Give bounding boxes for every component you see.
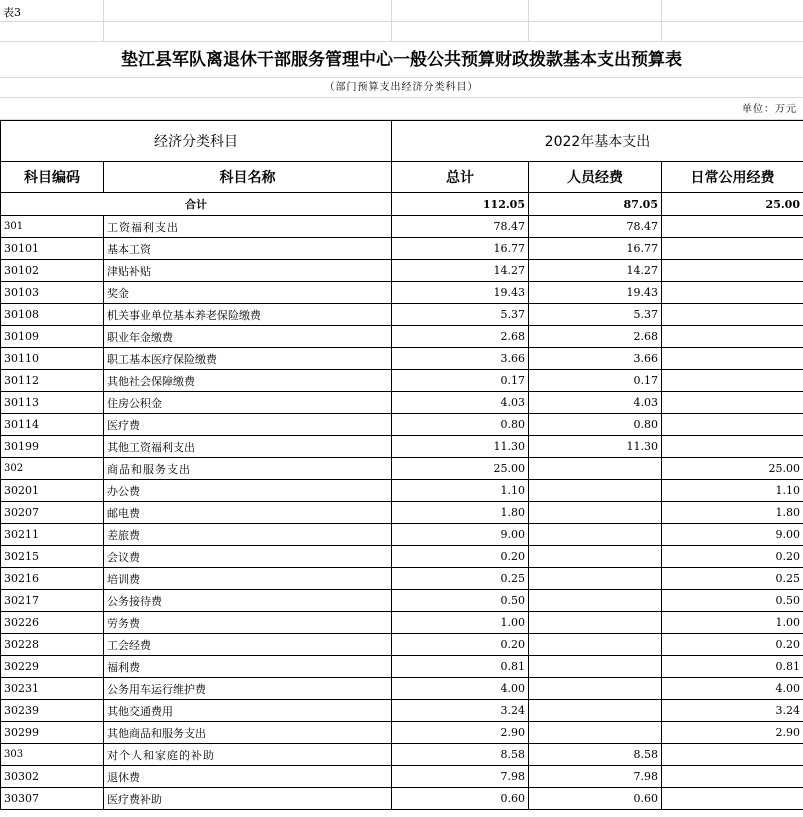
cell-code: 30110 bbox=[1, 348, 104, 370]
cell-personnel: 78.47 bbox=[529, 216, 662, 238]
cell-name: 奖金 bbox=[104, 282, 392, 304]
cell-public: 1.10 bbox=[662, 480, 803, 502]
cell-name: 会议费 bbox=[104, 546, 392, 568]
cell-public bbox=[662, 260, 803, 282]
cell-public bbox=[662, 392, 803, 414]
table-row bbox=[1, 260, 803, 282]
cell-public bbox=[662, 304, 803, 326]
cell-personnel bbox=[529, 700, 662, 722]
cell-personnel bbox=[529, 458, 662, 480]
cell-name: 其他工资福利支出 bbox=[104, 436, 392, 458]
table-row bbox=[1, 744, 803, 766]
cell-public bbox=[662, 766, 803, 788]
cell-code: 30112 bbox=[1, 370, 104, 392]
cell-total: 3.24 bbox=[392, 700, 529, 722]
cell-public bbox=[662, 370, 803, 392]
cell-name: 培训费 bbox=[104, 568, 392, 590]
cell-total: 0.80 bbox=[392, 414, 529, 436]
grid-row bbox=[0, 0, 803, 22]
cell-name: 退休费 bbox=[104, 766, 392, 788]
table-row bbox=[1, 370, 803, 392]
header-row-1 bbox=[1, 121, 803, 162]
cell-personnel: 8.58 bbox=[529, 744, 662, 766]
cell-name: 职工基本医疗保险缴费 bbox=[104, 348, 392, 370]
table-row bbox=[1, 634, 803, 656]
cell-name: 医疗费补助 bbox=[104, 788, 392, 810]
cell-code: 30108 bbox=[1, 304, 104, 326]
cell-personnel: 0.80 bbox=[529, 414, 662, 436]
cell-name: 工会经费 bbox=[104, 634, 392, 656]
cell-total: 1.00 bbox=[392, 612, 529, 634]
cell-personnel: 4.03 bbox=[529, 392, 662, 414]
cell-total: 0.17 bbox=[392, 370, 529, 392]
cell-total: 19.43 bbox=[392, 282, 529, 304]
cell-total: 78.47 bbox=[392, 216, 529, 238]
cell-public: 0.20 bbox=[662, 546, 803, 568]
cell-name: 福利费 bbox=[104, 656, 392, 678]
cell-total: 4.03 bbox=[392, 392, 529, 414]
cell-name: 办公费 bbox=[104, 480, 392, 502]
cell-code: 30302 bbox=[1, 766, 104, 788]
cell-code: 30226 bbox=[1, 612, 104, 634]
table-row bbox=[1, 502, 803, 524]
table-row bbox=[1, 480, 803, 502]
table-row bbox=[1, 392, 803, 414]
cell-name: 对个人和家庭的补助 bbox=[104, 744, 392, 766]
cell-total: 4.00 bbox=[392, 678, 529, 700]
cell-code: 30215 bbox=[1, 546, 104, 568]
cell-code: 30101 bbox=[1, 238, 104, 260]
grid-column-line bbox=[661, 0, 662, 42]
cell-code: 30201 bbox=[1, 480, 104, 502]
cell-total: 11.30 bbox=[392, 436, 529, 458]
table-row bbox=[1, 326, 803, 348]
total-personnel: 87.05 bbox=[529, 193, 662, 216]
cell-personnel bbox=[529, 502, 662, 524]
cell-name: 邮电费 bbox=[104, 502, 392, 524]
table-row bbox=[1, 700, 803, 722]
cell-code: 301 bbox=[1, 216, 104, 238]
cell-personnel: 7.98 bbox=[529, 766, 662, 788]
table-row bbox=[1, 766, 803, 788]
table-row bbox=[1, 414, 803, 436]
cell-public: 0.81 bbox=[662, 656, 803, 678]
cell-total: 7.98 bbox=[392, 766, 529, 788]
cell-total: 2.68 bbox=[392, 326, 529, 348]
cell-total: 2.90 bbox=[392, 722, 529, 744]
cell-name: 工资福利支出 bbox=[104, 216, 392, 238]
total-total: 112.05 bbox=[392, 193, 529, 216]
page-title: 垫江县军队离退休干部服务管理中心一般公共预算财政拨款基本支出预算表 bbox=[121, 50, 682, 70]
header-total: 总计 bbox=[392, 162, 529, 193]
cell-public: 2.90 bbox=[662, 722, 803, 744]
table-row bbox=[1, 348, 803, 370]
cell-code: 30103 bbox=[1, 282, 104, 304]
cell-code: 30102 bbox=[1, 260, 104, 282]
cell-personnel: 0.60 bbox=[529, 788, 662, 810]
cell-name: 公务用车运行维护费 bbox=[104, 678, 392, 700]
cell-public bbox=[662, 436, 803, 458]
cell-public: 0.25 bbox=[662, 568, 803, 590]
cell-public: 9.00 bbox=[662, 524, 803, 546]
cell-personnel: 16.77 bbox=[529, 238, 662, 260]
cell-personnel: 3.66 bbox=[529, 348, 662, 370]
cell-personnel bbox=[529, 524, 662, 546]
cell-personnel: 0.17 bbox=[529, 370, 662, 392]
cell-code: 30216 bbox=[1, 568, 104, 590]
cell-total: 0.20 bbox=[392, 634, 529, 656]
cell-personnel bbox=[529, 590, 662, 612]
header-year-basic: 2022年基本支出 bbox=[392, 121, 803, 162]
cell-personnel bbox=[529, 722, 662, 744]
cell-name: 其他社会保障缴费 bbox=[104, 370, 392, 392]
table-row bbox=[1, 612, 803, 634]
cell-code: 302 bbox=[1, 458, 104, 480]
cell-total: 16.77 bbox=[392, 238, 529, 260]
cell-total: 25.00 bbox=[392, 458, 529, 480]
cell-personnel bbox=[529, 634, 662, 656]
cell-public bbox=[662, 216, 803, 238]
cell-public: 3.24 bbox=[662, 700, 803, 722]
cell-total: 0.25 bbox=[392, 568, 529, 590]
cell-code: 30211 bbox=[1, 524, 104, 546]
cell-total: 9.00 bbox=[392, 524, 529, 546]
total-label: 合计 bbox=[1, 193, 392, 216]
table-row bbox=[1, 524, 803, 546]
header-public: 日常公用经费 bbox=[662, 162, 803, 193]
table-row bbox=[1, 546, 803, 568]
table-row bbox=[1, 590, 803, 612]
cell-personnel: 5.37 bbox=[529, 304, 662, 326]
cell-public: 25.00 bbox=[662, 458, 803, 480]
cell-personnel bbox=[529, 678, 662, 700]
cell-public: 1.80 bbox=[662, 502, 803, 524]
cell-personnel bbox=[529, 568, 662, 590]
cell-public bbox=[662, 744, 803, 766]
cell-code: 30207 bbox=[1, 502, 104, 524]
cell-name: 基本工资 bbox=[104, 238, 392, 260]
cell-name: 劳务费 bbox=[104, 612, 392, 634]
cell-name: 差旅费 bbox=[104, 524, 392, 546]
cell-code: 30228 bbox=[1, 634, 104, 656]
table-row bbox=[1, 216, 803, 238]
cell-public: 1.00 bbox=[662, 612, 803, 634]
cell-name: 机关事业单位基本养老保险缴费 bbox=[104, 304, 392, 326]
table-row bbox=[1, 656, 803, 678]
cell-total: 0.60 bbox=[392, 788, 529, 810]
cell-public: 0.20 bbox=[662, 634, 803, 656]
cell-name: 住房公积金 bbox=[104, 392, 392, 414]
header-name: 科目名称 bbox=[104, 162, 392, 193]
budget-table bbox=[0, 120, 803, 810]
cell-public bbox=[662, 788, 803, 810]
cell-code: 30231 bbox=[1, 678, 104, 700]
header-code: 科目编码 bbox=[1, 162, 104, 193]
table-row bbox=[1, 788, 803, 810]
cell-total: 5.37 bbox=[392, 304, 529, 326]
table-row bbox=[1, 282, 803, 304]
header-econ: 经济分类科目 bbox=[1, 121, 392, 162]
cell-public bbox=[662, 348, 803, 370]
cell-total: 8.58 bbox=[392, 744, 529, 766]
cell-total: 0.81 bbox=[392, 656, 529, 678]
grid-column-line bbox=[103, 0, 104, 42]
cell-total: 3.66 bbox=[392, 348, 529, 370]
header-row-2 bbox=[1, 162, 803, 193]
cell-public: 0.50 bbox=[662, 590, 803, 612]
cell-code: 30199 bbox=[1, 436, 104, 458]
cell-code: 30299 bbox=[1, 722, 104, 744]
cell-name: 医疗费 bbox=[104, 414, 392, 436]
cell-name: 职业年金缴费 bbox=[104, 326, 392, 348]
cell-personnel: 14.27 bbox=[529, 260, 662, 282]
cell-code: 30114 bbox=[1, 414, 104, 436]
table-number: 表3 bbox=[3, 6, 21, 19]
table-row bbox=[1, 722, 803, 744]
table-row bbox=[1, 436, 803, 458]
cell-personnel: 19.43 bbox=[529, 282, 662, 304]
cell-public: 4.00 bbox=[662, 678, 803, 700]
cell-personnel bbox=[529, 546, 662, 568]
cell-name: 津贴补贴 bbox=[104, 260, 392, 282]
grid-row bbox=[0, 98, 803, 120]
cell-code: 30239 bbox=[1, 700, 104, 722]
page-subtitle: （部门预算支出经济分类科目） bbox=[324, 82, 479, 93]
cell-personnel bbox=[529, 480, 662, 502]
cell-public bbox=[662, 238, 803, 260]
table-row bbox=[1, 458, 803, 480]
header-personnel: 人员经费 bbox=[529, 162, 662, 193]
cell-code: 30113 bbox=[1, 392, 104, 414]
grid-row bbox=[0, 22, 803, 42]
unit-label: 单位：万元 bbox=[742, 104, 797, 115]
cell-name: 公务接待费 bbox=[104, 590, 392, 612]
cell-total: 1.10 bbox=[392, 480, 529, 502]
table-row bbox=[1, 678, 803, 700]
cell-code: 30109 bbox=[1, 326, 104, 348]
grid-column-line bbox=[391, 0, 392, 42]
total-public: 25.00 bbox=[662, 193, 803, 216]
cell-code: 303 bbox=[1, 744, 104, 766]
grid-column-line bbox=[528, 0, 529, 42]
cell-total: 0.20 bbox=[392, 546, 529, 568]
total-row bbox=[1, 193, 803, 216]
cell-personnel bbox=[529, 612, 662, 634]
cell-name: 其他交通费用 bbox=[104, 700, 392, 722]
table-row bbox=[1, 304, 803, 326]
cell-personnel bbox=[529, 656, 662, 678]
cell-name: 其他商品和服务支出 bbox=[104, 722, 392, 744]
cell-total: 1.80 bbox=[392, 502, 529, 524]
cell-public bbox=[662, 282, 803, 304]
cell-code: 30307 bbox=[1, 788, 104, 810]
cell-personnel: 11.30 bbox=[529, 436, 662, 458]
table-row bbox=[1, 568, 803, 590]
cell-total: 0.50 bbox=[392, 590, 529, 612]
cell-public bbox=[662, 326, 803, 348]
cell-public bbox=[662, 414, 803, 436]
cell-code: 30217 bbox=[1, 590, 104, 612]
cell-total: 14.27 bbox=[392, 260, 529, 282]
cell-name: 商品和服务支出 bbox=[104, 458, 392, 480]
cell-code: 30229 bbox=[1, 656, 104, 678]
table-row bbox=[1, 238, 803, 260]
cell-personnel: 2.68 bbox=[529, 326, 662, 348]
